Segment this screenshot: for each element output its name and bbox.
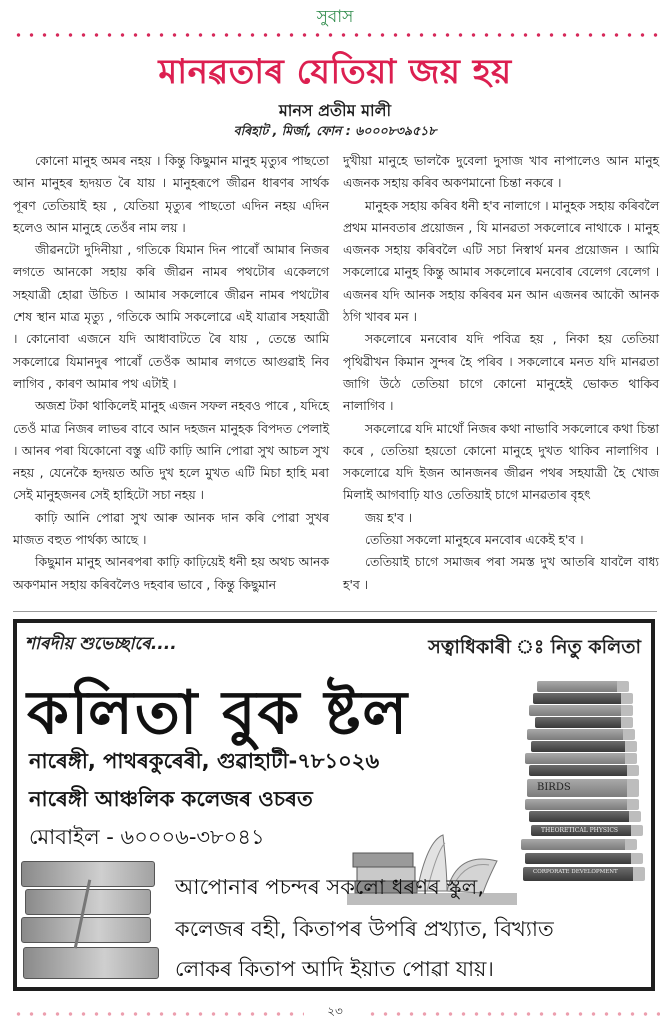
ad-landmark-line: নাৰেঙ্গী আঞ্চলিক কলেজৰ ওচৰত [29,787,313,811]
paragraph: সকলোৱে যদি মাথোঁ নিজৰ কথা নাভাবি সকলোৰে কথা চিন্তা কৰে , তেতিয়া হয়তো কোনো মানুহে দুখত থাকিব নালাগিব । সকলোৱে যদি ইজন আনজনৰ জীৱন পথৰ সহযাত্ৰী হৈ খোজ মিলাই আগবাঢ়ি যাও তেতিয়াই চাগে মানৱতাৰ বৃহৎ [343,421,659,503]
ad-description-line: কলেজৰ বহী, কিতাপৰ উপৰি প্ৰখ্যাত, বিখ্যাত [175,917,554,941]
ad-mobile: মোবাইল - ৬০০০৬-৩৮০৪১ [29,825,265,849]
paragraph: জীৱনটো দুদিনীয়া , গতিকে যিমান দিন পাৰোঁ আমাৰ নিজৰ লগতে আনকো সহায় কৰি জীৱন নামৰ পথটোৰ একেলগে সহযাত্ৰী হোৱা উচিত । আমাৰ সকলোৰে জীৱন নামৰ পথটোৰ শেষ স্থান মাত্ৰ মৃত্যু , গতিকে আমি সকলোৱে এই যাত্ৰাৰ সহযাত্ৰী । কোনোবা এজনে যদি আধাবাটতে ৰৈ যায় , তেন্তে আমি সকলোৱে যিমানদুৰ পাৰোঁ তেওঁক আমাৰ লগতে আগুৱাই নিব লাগিব , কাৰণ আমাৰ পথ এটাই । [13,243,329,391]
author-name: মানস প্ৰতীম মালী [278,101,392,120]
ad-description-line: আপোনাৰ পচন্দৰ সকলো ধৰণৰ স্কুল, [175,875,484,899]
ad-description-line: লোকৰ কিতাপ আদি ইয়াত পোৱা যায়। [175,957,494,981]
book-spine-label: THEORETICAL PHYSICS [541,827,619,834]
article-title: মানৱতাৰ যেতিয়া জয় হয় [158,52,512,92]
page-number: ২৩ [327,1004,343,1018]
book-spine-label: BIRDS [537,782,571,793]
paragraph: দুখীয়া মানুহে ভালকৈ দুবেলা দুসাজ খাব নাপালেও আন মানুহ এজনক সহায় কৰিব অকণমানো চিন্তা নকৰে । [343,154,659,191]
book-stack-image [515,681,645,891]
paragraph: অজশ্ৰ টকা থাকিলেই মানুহ এজন সফল নহবও পাৰে , যদিহে তেওঁ মাত্ৰ নিজৰ লাভৰ বাবে আন দহজন মানুহক বিপদত পেলাই । আনৰ পৰা যিকোনো বস্তু এটি কাঢ়ি আনি পোৱা সুখ আচল সুখ নহয় , যেনেকৈ হৃদয়ত অতি দুখ হলে মুখত এটি মিচা হাহি মৰা সেই মানুহজনৰ সেই হাহিটো সচা নহয় । [13,399,329,503]
paragraph: সকলোৰে মনবোৰ যদি পবিত্ৰ হয় , নিকা হয় তেতিয়া পৃথিৱীখন কিমান সুন্দৰ হৈ পৰিব । সকলোৰে মনত যদি মানৱতা জাগি উঠে তেতিয়া চাগে কোনো মানুহেই ভোকত থাকিব নালাগিব । [343,332,659,414]
top-dotted-divider [12,33,660,37]
paragraph: কিছুমান মানুহ আনৰপৰা কাঢ়ি কাঢ়িয়েই ধনী হয় অথচ আনক অকণমান সহায় কৰিবলৈও দহবাৰ ভাবে , কিন্তু কিছুমান [13,555,329,592]
author-address: বৰিহাট , মিৰ্জা, ফোন : ৬০০০৮৩৯৫১৮ [233,123,437,138]
ad-shop-name: কলিতা বুক ষ্টল [27,678,410,748]
section-name: সুবাস [316,7,354,27]
paragraph: তেতিয়াই চাগে সমাজৰ পৰা সমস্ত দুখ আতৰি যাবলৈ বাধ্য হ'ব । [343,555,659,592]
paragraph: তেতিয়া সকলো মানুহৰে মনবোৰ একেই হ'ব । [365,533,584,548]
footer-dotted-divider-right [366,1012,660,1016]
section-divider [13,611,657,612]
advertisement-box [13,619,655,991]
ad-address-line: নাৰেঙ্গী, পাথৰকুৰেৰী, গুৱাহাটী-৭৮১০২৬ [29,749,380,773]
paragraph: কোনো মানুহ অমৰ নহয় । কিন্তু কিছুমান মানুহ মৃত্যুৰ পাছতো আন মানুহৰ হৃদয়ত ৰৈ যায় । মানুহৰূপে জীৱন ধাৰণৰ সাৰ্থক পূৰণ তেতিয়াই হয় , যেতিয়া মৃত্যুৰ পাছতো এদিন নহয় এদিন হলেও আন মানুহে তেওঁৰ নাম লয় । [13,154,329,235]
book-pile-image [21,859,161,983]
paragraph: জয় হ'ব । [365,510,413,525]
book-spine-label: CORPORATE DEVELOPMENT [533,869,618,875]
article-left-column [13,150,329,596]
paragraph: মানুহক সহায় কৰিব ধনী হ'ব নালাগে । মানুহক সহায় কৰিবলৈ প্ৰথম মানবতাৰ প্ৰয়োজন , যি মানৱতা সকলোৰে নাথাকে । মানুহ এজনক সহায় কৰিবলৈ এটি সচা নিস্বাৰ্থ মনৰ প্ৰয়োজন । আমি সকলোৱে মানুহ কিন্তু আমাৰ সকলোৰে মনবোৰ বেলেগ বেলেগ । এজনৰ যদি আনক সহায় কৰিবৰ মন আন এজনৰ আকৌ আনক ঠগি খাবৰ মন । [343,198,659,325]
paragraph: কাঢ়ি আনি পোৱা সুখ আৰু আনক দান কৰি পোৱা সুখৰ মাজত বহুত পাৰ্থক্য আছে । [13,510,329,548]
ad-greeting: শাৰদীয় শুভেচ্ছাৰে.... [25,634,177,654]
article-right-column [343,150,659,596]
ad-proprietor: সত্বাধিকাৰী ঃ নিতু কলিতা [428,636,641,658]
